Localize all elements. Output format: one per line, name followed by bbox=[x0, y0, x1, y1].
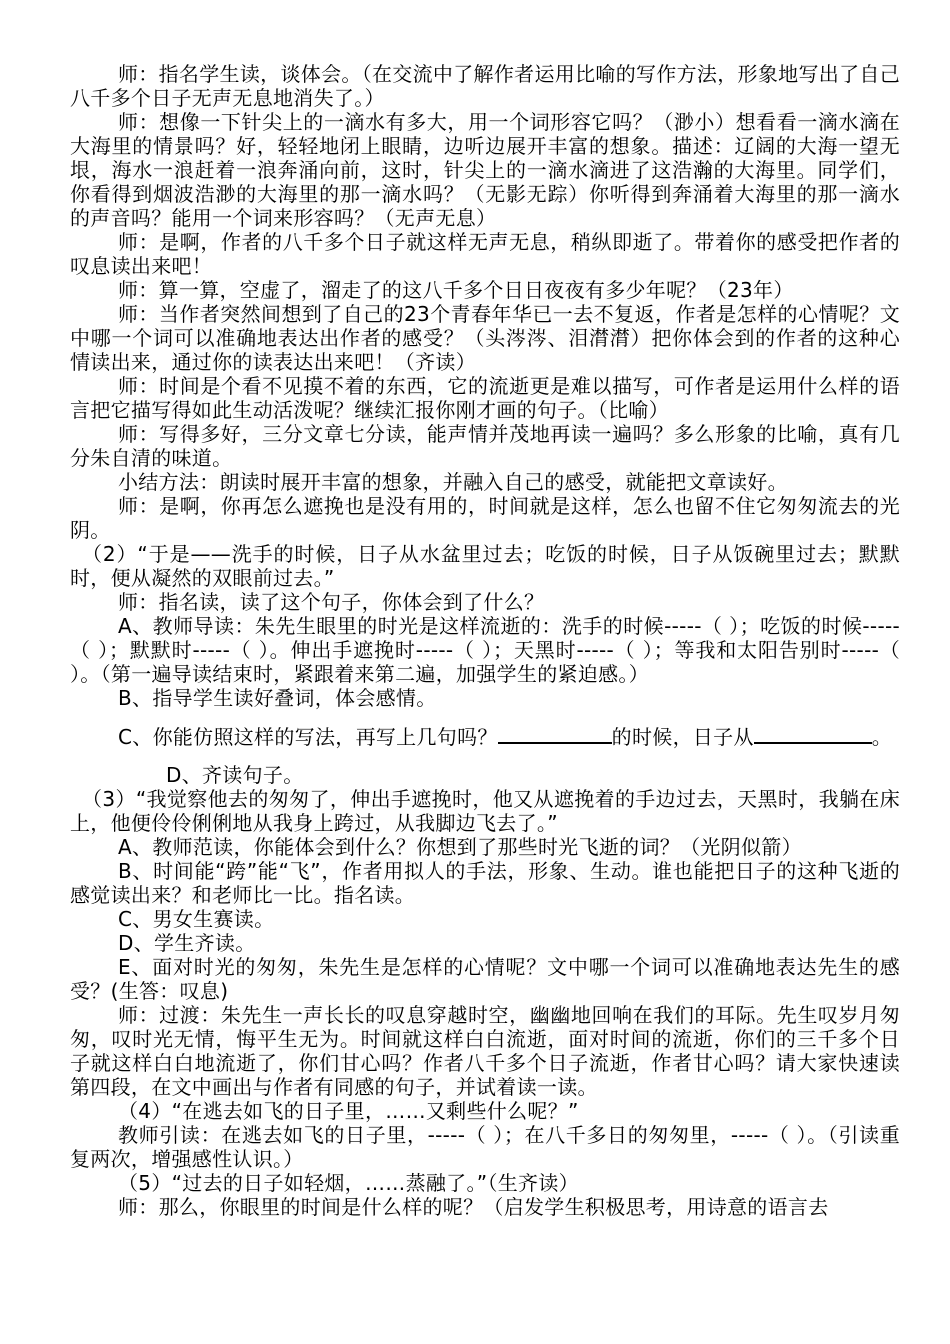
paragraph: 师：是啊，作者的八千多个日子就这样无声无息，稍纵即逝了。带着你的感受把作者的叹息读出来吧！ bbox=[70, 230, 900, 278]
paragraph: 师：那么，你眼里的时间是什么样的呢？（启发学生积极思考，用诗意的语言去 bbox=[118, 1195, 829, 1219]
fill-in-end: 。 bbox=[871, 725, 893, 749]
paragraph: 师：时间是个看不见摸不着的东西，它的流逝更是难以描写，可作者是运用什么样的语言把它描写得如此生动活泼呢？继续汇报你刚才画的句子。（比喻） bbox=[70, 374, 900, 422]
paragraph: 师：指名学生读，谈体会。（在交流中了解作者运用比喻的写作方法，形象地写出了自己八千多个日子无声无息地消失了。） bbox=[70, 62, 900, 110]
paragraph: B、时间能“跨”能“飞”，作者用拟人的手法，形象、生动。谁也能把日子的这种飞逝的感觉读出来？和老师比一比。指名读。 bbox=[70, 859, 900, 907]
quote-paragraph: （2）“于是——洗手的时候，日子从水盆里过去；吃饭的时候，日子从饭碗里过去；默默时，便从凝然的双眼前过去。” bbox=[70, 542, 900, 590]
quote-paragraph: （5）“过去的日子如轻烟，……蒸融了。”（生齐读） bbox=[118, 1171, 579, 1195]
paragraph: C、男女生赛读。 bbox=[118, 907, 275, 931]
summary-paragraph: 小结方法：朗读时展开丰富的想象，并融入自己的感受，就能把文章读好。 bbox=[118, 470, 788, 494]
answer-blank[interactable] bbox=[498, 724, 612, 744]
paragraph: A、教师范读，你能体会到什么？你想到了那些时光飞逝的词？（光阴似箭） bbox=[118, 835, 802, 859]
paragraph: D、学生齐读。 bbox=[118, 931, 256, 955]
paragraph: 师：算一算，空虚了，溜走了的这八千多个日日夜夜有多少年呢？（23年） bbox=[118, 278, 794, 302]
fill-in-middle: 的时候，日子从 bbox=[611, 725, 754, 749]
paragraph: D、齐读句子。 bbox=[166, 763, 304, 787]
answer-blank[interactable] bbox=[754, 724, 872, 744]
fill-in-paragraph bbox=[70, 724, 900, 749]
paragraph: 师：是啊，你再怎么遮挽也是没有用的，时间就是这样，怎么也留不住它匆匆流去的光阴。 bbox=[70, 494, 900, 542]
fill-in-prompt: C、你能仿照这样的写法，再写上几句吗？ bbox=[118, 725, 498, 749]
paragraph: 师：当作者突然间想到了自己的23个青春年华已一去不复返，作者是怎样的心情呢？文中哪一个词可以准确地表达出作者的感受？（头涔涔、泪潸潸）把你体会到的作者的这种心情读出来，通过你的读表达出来吧！（齐读） bbox=[70, 302, 900, 374]
paragraph: A、教师导读：朱先生眼里的时光是这样流逝的：洗手的时候-----（ ）；吃饭的时候-----（ ）；默默时-----（ ）。伸出手遮挽时-----（ ）；天黑时-----（ ）；等我和太阳告别时-----（ ）。（第一遍导读结束时，紧跟着来第二遍，加强学生的紧迫感。） bbox=[70, 614, 900, 686]
paragraph: 师：过渡：朱先生一声长长的叹息穿越时空，幽幽地回响在我们的耳际。先生叹岁月匆匆，叹时光无情，悔平生无为。时间就这样白白流逝，面对时间的流逝，你们的三千多个日子就这样白白地流逝了，你们甘心吗？作者八千多个日子流逝，作者甘心吗？请大家快速读第四段，在文中画出与作者有同感的句子，并试着读一读。 bbox=[70, 1003, 900, 1099]
paragraph: E、面对时光的匆匆，朱先生是怎样的心情呢？文中哪一个词可以准确地表达先生的感受？(生答：叹息) bbox=[70, 955, 900, 1003]
quote-paragraph: （4）“在逃去如飞的日子里，……又剩些什么呢？” bbox=[118, 1099, 579, 1123]
paragraph: B、指导学生读好叠词，体会感情。 bbox=[118, 686, 437, 710]
paragraph: 师：想像一下针尖上的一滴水有多大，用一个词形容它吗？（渺小）想看看一滴水滴在大海里的情景吗？好，轻轻地闭上眼睛，边听边展开丰富的想象。描述：辽阔的大海一望无垠，海水一浪赶着一浪奔涌向前，这时，针尖上的一滴水滴进了这浩瀚的大海里。同学们，你看得到烟波浩渺的大海里的那一滴水吗？（无影无踪）你听得到奔涌着大海里的那一滴水的声音吗？能用一个词来形容吗？（无声无息） bbox=[70, 110, 900, 230]
paragraph: 师：写得多好，三分文章七分读，能声情并茂地再读一遍吗？多么形象的比喻，真有几分朱自清的味道。 bbox=[70, 422, 900, 470]
quote-paragraph: （3）“我觉察他去的匆匆了，伸出手遮挽时，他又从遮挽着的手边过去，天黑时，我躺在床上，他便伶伶俐俐地从我身上跨过，从我脚边飞去了。” bbox=[70, 787, 900, 835]
document-page bbox=[70, 62, 900, 1219]
paragraph: 师：指名读，读了这个句子，你体会到了什么？ bbox=[118, 590, 545, 614]
paragraph: 教师引读：在逃去如飞的日子里，-----（ ）；在八千多日的匆匆里，-----（ ）。（引读重复两次，增强感性认识。） bbox=[70, 1123, 900, 1171]
